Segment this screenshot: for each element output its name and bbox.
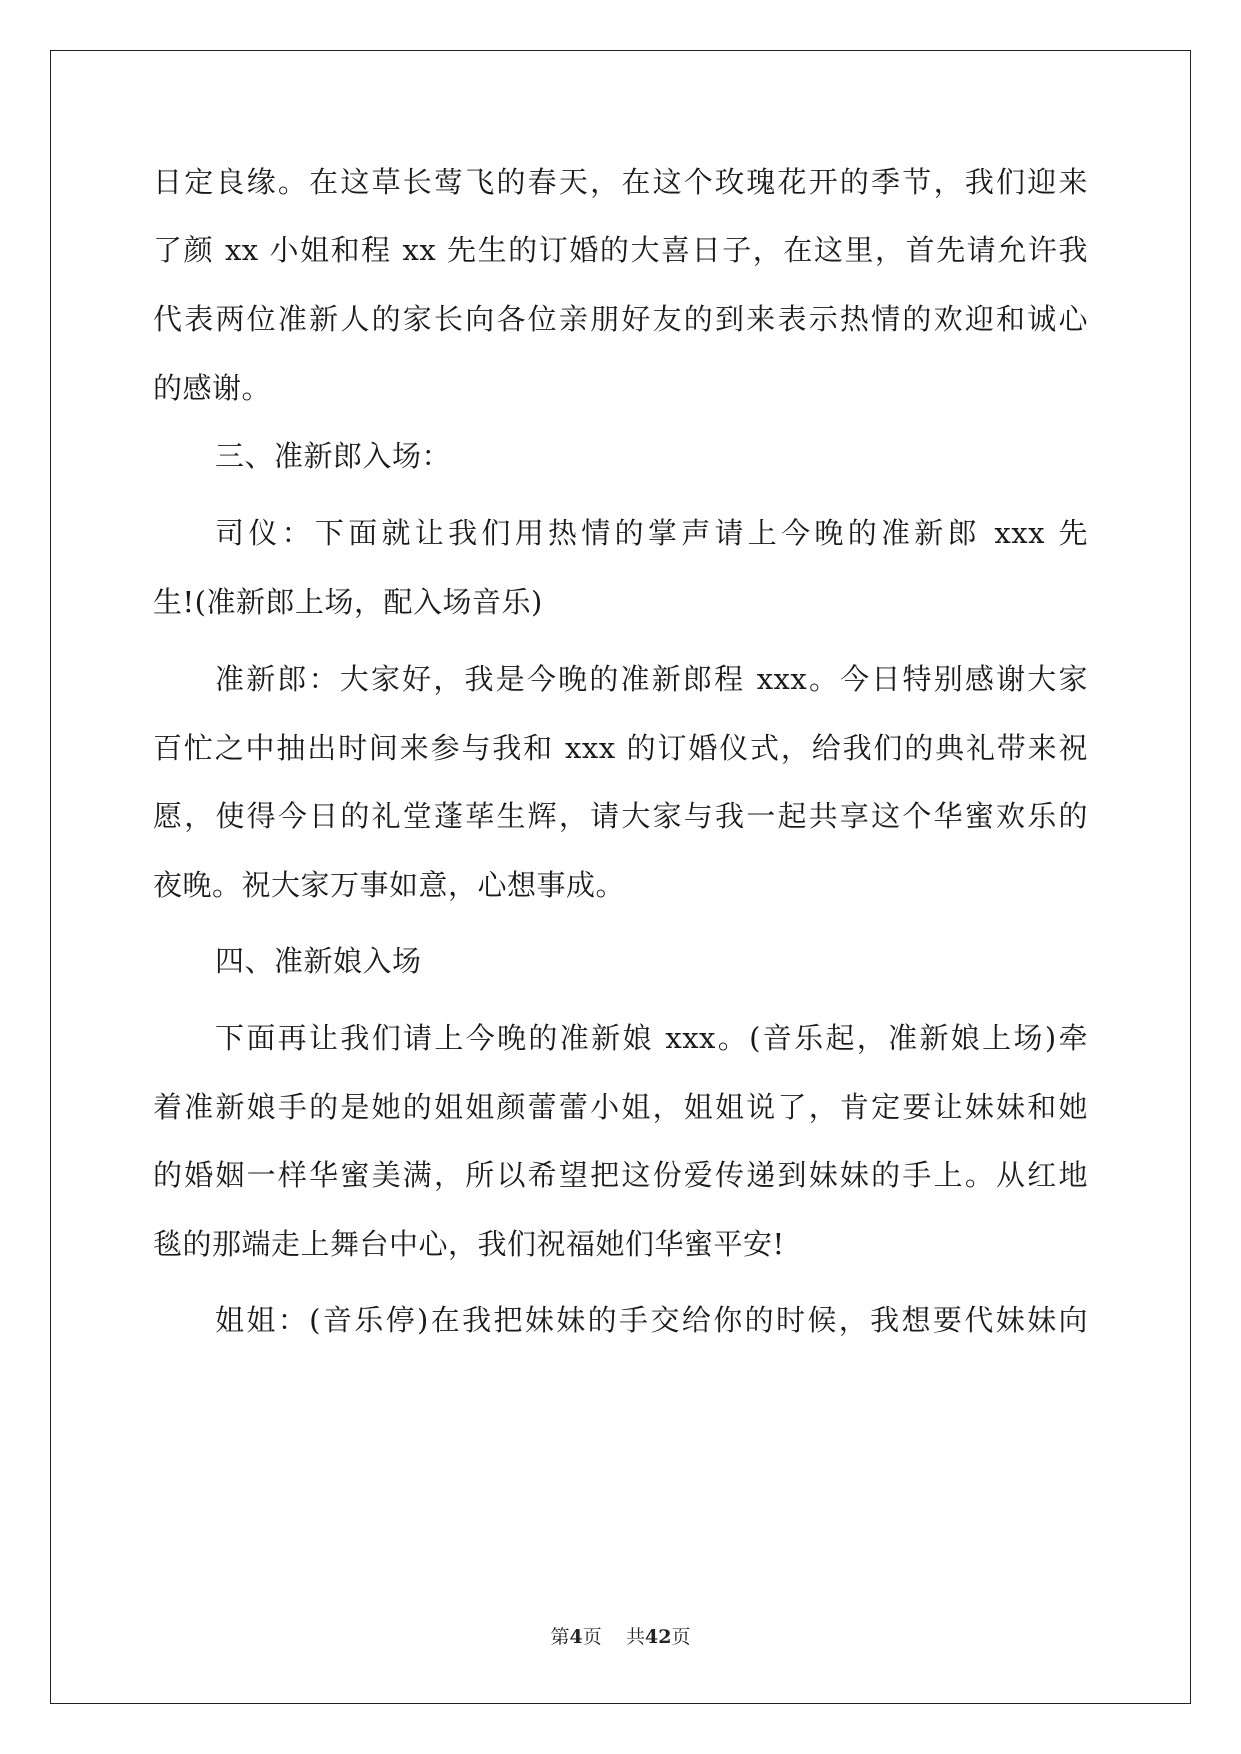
- text-line: 了颜 xx 小姐和程 xx 先生的订婚的大喜日子，在这里，首先请允许我: [153, 233, 1088, 267]
- text-line: 姐姐：(音乐停)在我把妹妹的手交给你的时候，我想要代妹妹向: [215, 1303, 1088, 1337]
- section-heading: 四、准新娘入场: [215, 944, 422, 978]
- text-line: 愿，使得今日的礼堂蓬荜生辉，请大家与我一起共享这个华蜜欢乐的: [153, 799, 1088, 833]
- footer-total-suffix: 页: [671, 1626, 691, 1648]
- text-line: 着准新娘手的是她的姐姐颜蕾蕾小姐，姐姐说了，肯定要让妹妹和她: [153, 1090, 1088, 1124]
- footer-page-suffix: 页: [582, 1626, 602, 1648]
- text-line: 司仪：下面就让我们用热情的掌声请上今晚的准新郎 xxx 先: [215, 516, 1088, 550]
- text-line: 下面再让我们请上今晚的准新娘 xxx。(音乐起，准新娘上场)牵: [215, 1021, 1088, 1055]
- text-line: 代表两位准新人的家长向各位亲朋好友的到来表示热情的欢迎和诚心: [153, 302, 1088, 336]
- page-footer: [0, 1622, 1241, 1649]
- footer-page-number: 4: [569, 1626, 583, 1648]
- text-line: 夜晚。祝大家万事如意，心想事成。: [153, 868, 626, 902]
- text-line: 的婚姻一样华蜜美满，所以希望把这份爱传递到妹妹的手上。从红地: [153, 1158, 1088, 1192]
- footer-total-prefix: 共: [625, 1626, 645, 1648]
- footer-prefix: 第: [550, 1626, 570, 1648]
- text-line: 百忙之中抽出时间来参与我和 xxx 的订婚仪式，给我们的典礼带来祝: [153, 731, 1088, 765]
- text-line: 准新郎：大家好，我是今晚的准新郎程 xxx。今日特别感谢大家: [215, 662, 1088, 696]
- text-line: 生!(准新郎上场，配入场音乐): [153, 585, 543, 619]
- footer-total-pages: 42: [644, 1626, 672, 1648]
- section-heading: 三、准新郎入场：: [215, 439, 452, 473]
- text-line: 毯的那端走上舞台中心，我们祝福她们华蜜平安!: [153, 1227, 785, 1261]
- text-line: 的感谢。: [153, 371, 272, 405]
- text-line: 日定良缘。在这草长莺飞的春天，在这个玫瑰花开的季节，我们迎来: [153, 165, 1088, 199]
